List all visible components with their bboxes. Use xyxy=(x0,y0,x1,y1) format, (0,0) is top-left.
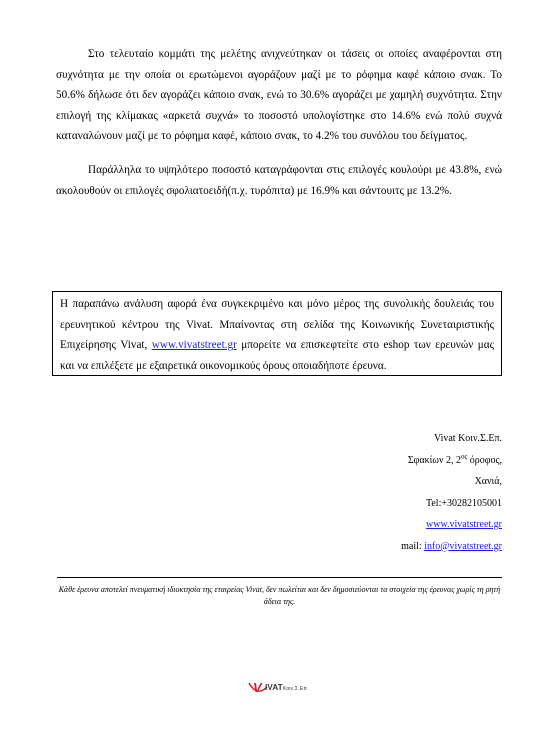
notice-text-before: Η παραπάνω ανάλυση αφορά ένα συγκεκριμένο και μόνο μέρος της συνολικής δουλειάς του ερευνητικού κέντρου της Vivat. Μπαίνοντας στη σελίδα της Κοινωνικής Συνεταιριστικής Επιχείρησης Vivat, xyxy=(60,298,494,351)
logo-name: IVAT xyxy=(265,683,283,692)
copyright-footer xyxy=(57,577,502,608)
copyright-text: Κάθε έρευνα αποτελεί πνευματική ιδιοκτησία της εταιρείας Vivat, δεν πωλείται και δεν δημοσιεύονται τα στοιχεία της έρευνας χωρίς τη ρητή άδεια της. xyxy=(58,585,501,606)
paragraph-text: Στο τελευταίο κομμάτι της μελέτης ανιχνεύτηκαν οι τάσεις οι οποίες αναφέρονται στη συχνότητα με την οποία οι ερωτώμενοι αγοράζουν μαζί με το ρόφημα καφέ κάποιο σνακ. Το 50.6% δήλωσε ότι δεν αγοράζει κάποιο σνακ, ενώ το 30.6% αγοράζει με χαμηλή συχνότητα. Στην επιλογή της κλίμακας «αρκετά συχνά» το ποσοστό υπολογίστηκε στο 14.6% ενώ πολύ συχνά καταναλώνουν μαζί με το ρόφημα καφέ, κάποιο σνακ, το 4.2% του συνόλου του δείγματος. xyxy=(56,48,502,142)
contact-website-link[interactable]: www.vivatstreet.gr xyxy=(426,519,502,530)
contact-mail-link[interactable]: info@vivatstreet.gr xyxy=(424,540,502,552)
paragraph-snack-frequency xyxy=(56,44,502,147)
contact-city: Χανιά, xyxy=(474,476,502,487)
notice-website-link[interactable]: www.vivatstreet.gr xyxy=(151,339,237,351)
contact-phone: Tel:+30282105001 xyxy=(425,497,502,509)
contact-mail: mail: info@vivatstreet.gr xyxy=(401,540,502,552)
vivat-logo xyxy=(247,679,311,699)
logo-suffix: Κοιν.Σ.Επ. xyxy=(282,686,309,692)
notice-text-after: μπορείτε να επισκεφτείτε στο eshop των ερευνών μας και να επιλέξετε με εξαιρετικά οικονομικούς όρους οποιαδήποτε έρευνα. xyxy=(60,339,494,372)
logo-initial: V xyxy=(253,680,262,695)
contact-block xyxy=(401,428,502,557)
contact-address: Σφακίων 2, $2^{o\varsigma}$ όροφος, xyxy=(407,452,502,466)
notice-box xyxy=(52,291,502,376)
contact-company: Vivat Κοιν.Σ.Επ. xyxy=(433,433,502,444)
paragraph-snack-types xyxy=(56,160,502,201)
paragraph-text: Παράλληλα το υψηλότερο ποσοστό καταγράφονται στις επιλογές κουλούρι με 43.8%, ενώ ακολουθούν οι επιλογές σφολιατοειδή(π.χ. τυρόπιτα) με 16.9% και σάντουιτς με 13.2%. xyxy=(56,164,502,197)
